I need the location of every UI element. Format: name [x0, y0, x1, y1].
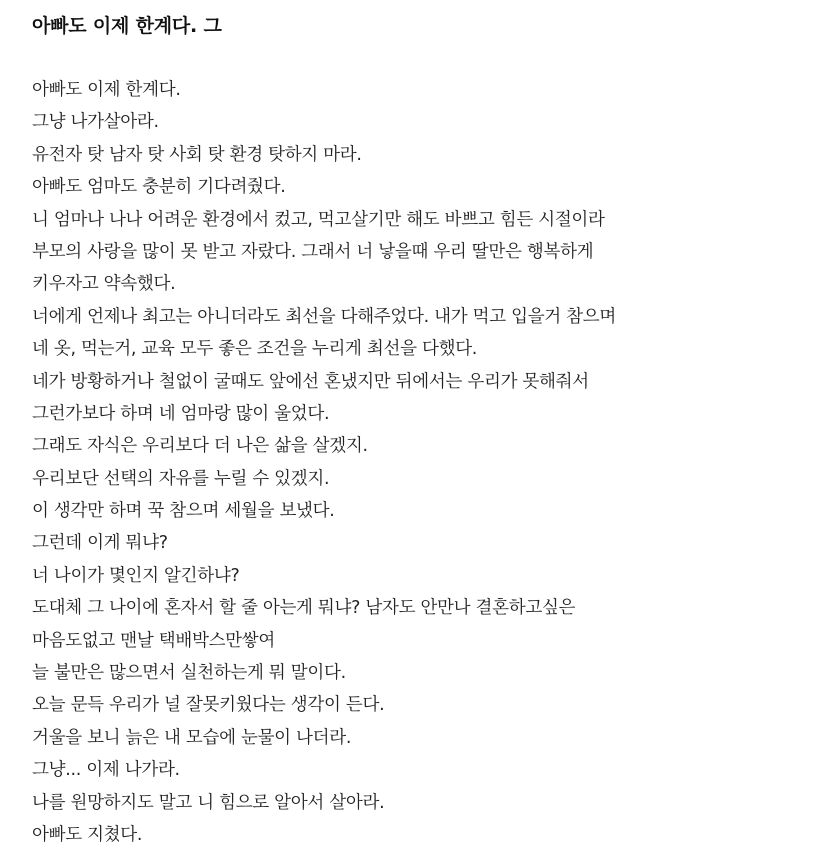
post-line: 아빠도 이제 한계다. — [32, 80, 181, 100]
post-line: 네가 방황하거나 철없이 굴때도 앞에선 혼냈지만 뒤에서는 우리가 못해줘서 — [32, 371, 589, 392]
post-line: 유전자 탓 남자 탓 사회 탓 환경 탓하지 마라. — [32, 144, 362, 165]
post-line: 그런가보다 하며 네 엄마랑 많이 울었다. — [32, 403, 330, 424]
post-line: 너에게 언제나 최고는 아니더라도 최선을 다해주었다. 내가 먹고 입을거 참으며 — [32, 306, 616, 327]
post-body — [32, 78, 616, 855]
post-line: 우리보단 선택의 자유를 누릴 수 있겠지. — [32, 468, 330, 489]
post-line: 아빠도 엄마도 충분히 기다려줬다. — [32, 177, 286, 198]
post-line: 키우자고 약속했다. — [32, 274, 176, 295]
post-line: 거울을 보니 늙은 내 모습에 눈물이 나더라. — [32, 727, 352, 748]
post-line: 도대체 그 나이에 혼자서 할 줄 아는게 뭐냐? 남자도 안만나 결혼하고싶은 — [32, 598, 576, 619]
post-title: 아빠도 이제 한계다. 그 — [32, 15, 222, 37]
post-line: 그런데 이게 뭐냐? — [32, 533, 168, 554]
post-line: 이 생각만 하며 꾹 참으며 세월을 보냈다. — [32, 501, 335, 522]
post-line: 늘 불만은 많으면서 실천하는게 뭐 말이다. — [32, 663, 346, 684]
post-line: 마음도없고 맨날 택배박스만쌓여 — [32, 630, 275, 651]
post-line: 그냥 나가살아라. — [32, 112, 159, 133]
post-line: 오늘 문득 우리가 널 잘못키웠다는 생각이 든다. — [32, 695, 385, 716]
post-line: 니 엄마나 나나 어려운 환경에서 컸고, 먹고살기만 해도 바쁘고 힘든 시절이라 — [32, 209, 605, 230]
post-line: 그래도 자식은 우리보다 더 나은 삶을 살겠지. — [32, 436, 368, 457]
post-line: 너 나이가 몇인지 알긴하냐? — [32, 565, 240, 586]
post-line: 나를 원망하지도 말고 니 힘으로 알아서 살아라. — [32, 792, 385, 813]
post-line: 네 옷, 먹는거, 교육 모두 좋은 조건을 누리게 최선을 다했다. — [32, 339, 478, 360]
post-line: 부모의 사랑을 많이 못 받고 자랐다. 그래서 너 낳을때 우리 딸만은 행복하게 — [32, 241, 594, 262]
post-line: 아빠도 지쳤다. — [32, 824, 143, 845]
post-line: 그냥... 이제 나가라. — [32, 760, 180, 781]
